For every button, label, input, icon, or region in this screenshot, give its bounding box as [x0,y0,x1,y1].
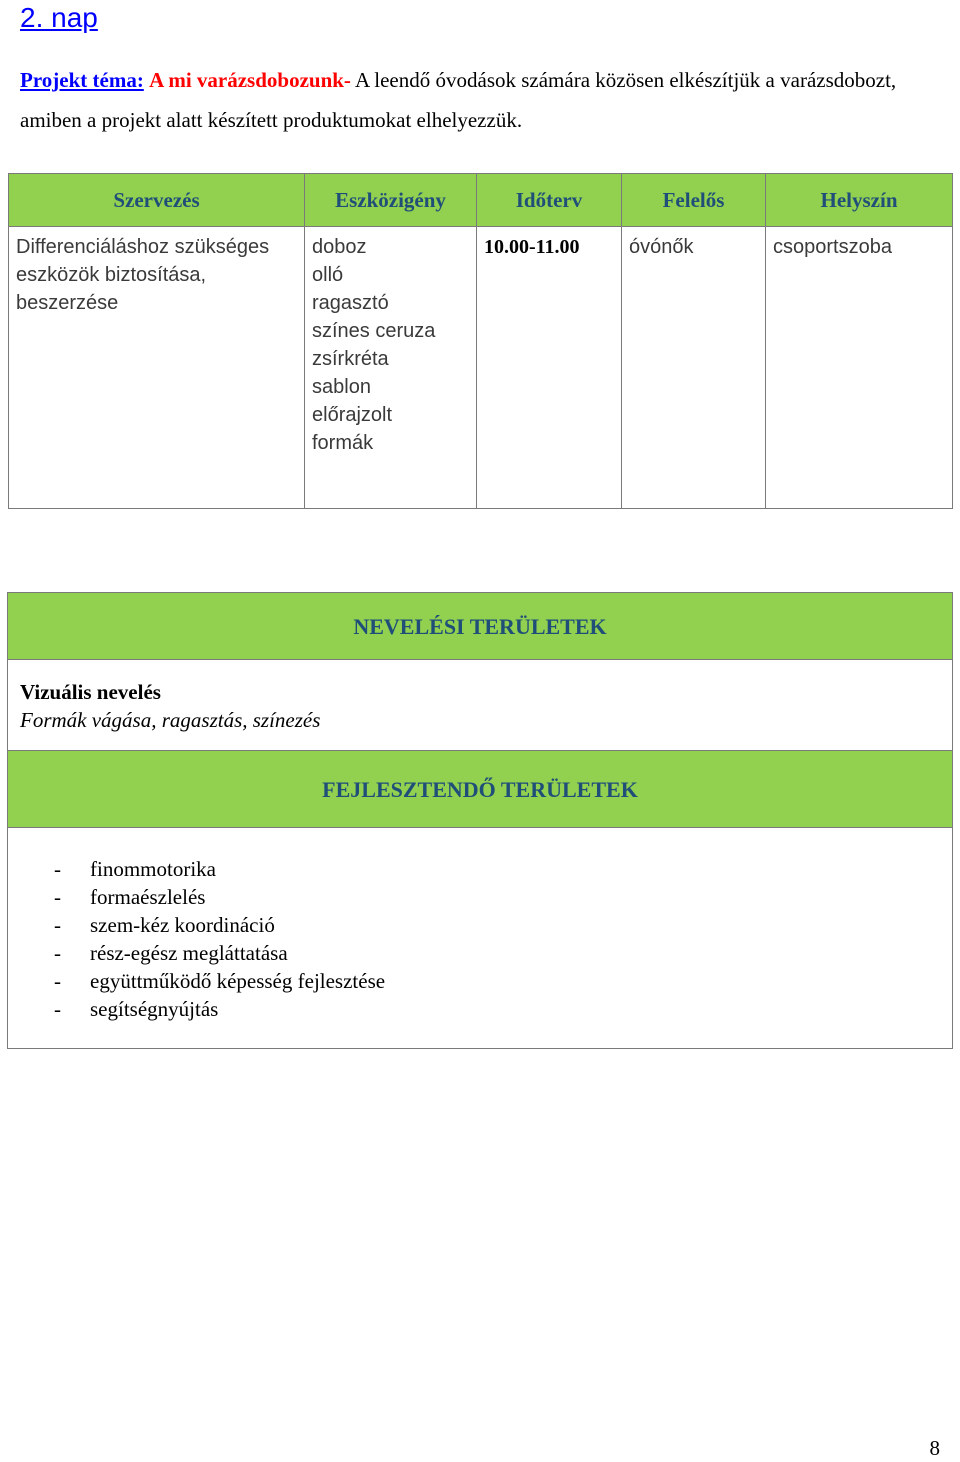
tool-item: zsírkréta [312,348,389,370]
list-item [54,855,952,883]
educational-areas-title: NEVELÉSI TERÜLETEK [8,593,952,660]
educational-areas-subtitle: Vizuális nevelés [20,680,161,704]
tool-item: színes ceruza [312,320,436,342]
project-paragraph [20,60,920,140]
tool-item: ragasztó [312,292,389,314]
list-item-text: együttműködő képesség fejlesztése [90,969,386,993]
tool-item: formák [312,432,374,454]
page-number: 8 [929,1436,940,1460]
list-item-text: formaészlelés [90,885,206,909]
tool-item: doboz [312,236,367,258]
list-item [54,967,952,995]
list-bullet: - [54,941,61,965]
list-item [54,939,952,967]
project-title: A mi varázsdobozunk- [149,68,351,92]
list-bullet: - [54,885,61,909]
list-bullet: - [54,997,61,1021]
development-areas-box [7,750,953,1049]
header-tools: Eszközigény [305,174,477,227]
list-bullet: - [54,913,61,937]
educational-areas-content [8,660,952,734]
list-item [54,911,952,939]
project-description: A leendő óvodások számára közösen elkészítjük a varázsdobozt, amiben a projekt alatt készített produktumokat elhelyezzük. [20,68,897,132]
header-location: Helyszín [766,174,953,227]
list-item-text: rész-egész megláttatása [90,941,288,965]
plan-table [8,173,953,509]
development-areas-title: FEJLESZTENDŐ TERÜLETEK [8,751,952,828]
list-item [54,995,952,1023]
development-areas-list [8,828,952,1023]
tool-item: sablon [312,376,371,398]
cell-responsible: óvónők [622,227,766,509]
list-item [54,883,952,911]
plan-table-header-row [9,174,953,227]
tool-item: előrajzolt [312,404,393,426]
educational-areas-box [7,592,953,751]
tool-item: olló [312,264,344,286]
list-bullet: - [54,857,61,881]
header-time: Időterv [477,174,622,227]
list-item-text: finommotorika [90,857,216,881]
cell-tools [305,227,477,509]
page-heading: 2. nap [20,2,98,33]
project-label: Projekt téma: [20,68,144,92]
cell-organization: Differenciáláshoz szükséges eszközök biztosítása, beszerzése [9,227,305,509]
list-item-text: szem-kéz koordináció [90,913,275,937]
list-bullet: - [54,969,61,993]
educational-areas-description: Formák vágása, ragasztás, színezés [20,708,321,732]
cell-location: csoportszoba [766,227,953,509]
header-responsible: Felelős [622,174,766,227]
cell-time: 10.00-11.00 [477,227,622,509]
header-organization: Szervezés [9,174,305,227]
list-item-text: segítségnyújtás [90,997,219,1021]
plan-table-row [9,227,953,509]
